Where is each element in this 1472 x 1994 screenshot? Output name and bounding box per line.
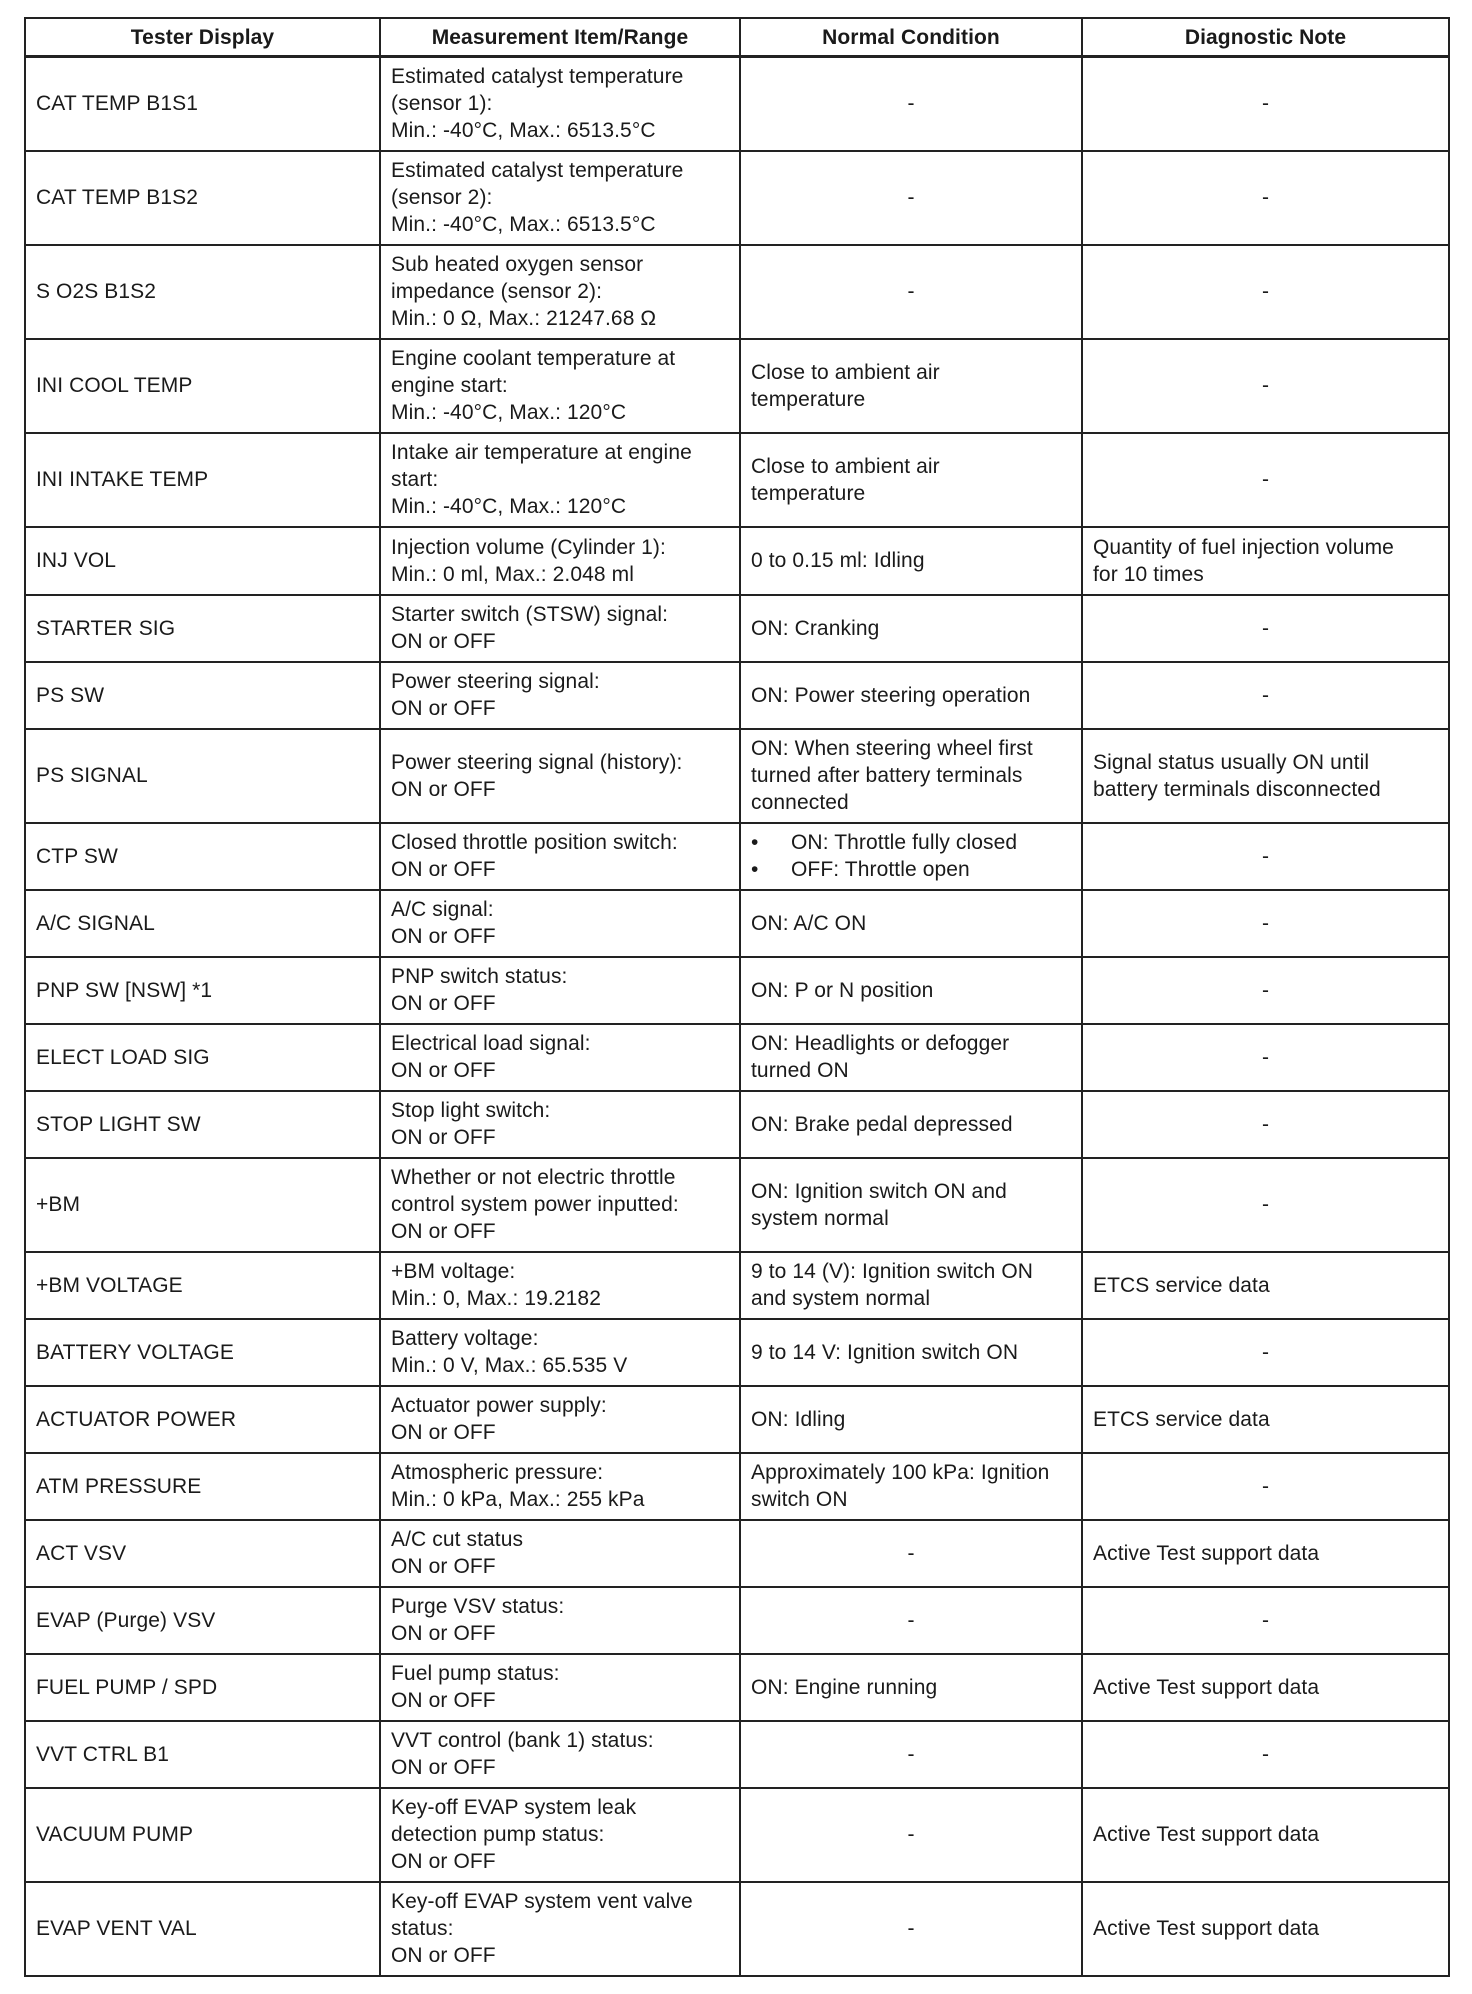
measurement-item-cell: Closed throttle position switch: ON or OFF: [380, 823, 740, 890]
normal-condition-cell: Close to ambient air temperature: [740, 339, 1082, 433]
normal-condition-cell: 9 to 14 V: Ignition switch ON: [740, 1319, 1082, 1386]
diagnostic-note-cell: Active Test support data: [1082, 1654, 1449, 1721]
diagnostic-note-cell: -: [1082, 662, 1449, 729]
normal-condition-cell: ON: A/C ON: [740, 890, 1082, 957]
table-row: [25, 957, 1449, 1024]
normal-condition-cell: [740, 823, 1082, 890]
header-tester-display: Tester Display: [25, 18, 380, 57]
tester-display-cell: PNP SW [NSW] *1: [25, 957, 380, 1024]
measurement-item-cell: Engine coolant temperature at engine start: Min.: -40°C, Max.: 120°C: [380, 339, 740, 433]
measurement-item-cell: Power steering signal: ON or OFF: [380, 662, 740, 729]
normal-condition-cell: ON: Idling: [740, 1386, 1082, 1453]
table-row: [25, 57, 1449, 151]
tester-display-cell: INI INTAKE TEMP: [25, 433, 380, 527]
measurement-item-cell: Power steering signal (history): ON or OFF: [380, 729, 740, 823]
measurement-item-cell: +BM voltage: Min.: 0, Max.: 19.2182: [380, 1252, 740, 1319]
measurement-item-cell: Electrical load signal: ON or OFF: [380, 1024, 740, 1091]
diagnostic-note-cell: -: [1082, 339, 1449, 433]
table-row: [25, 1654, 1449, 1721]
tester-display-cell: STARTER SIG: [25, 595, 380, 662]
normal-condition-bullet: • ON: Throttle fully closed: [751, 829, 1071, 856]
table-row: [25, 1520, 1449, 1587]
tester-display-cell: ACT VSV: [25, 1520, 380, 1587]
normal-condition-cell: 0 to 0.15 ml: Idling: [740, 527, 1082, 595]
tester-display-cell: S O2S B1S2: [25, 245, 380, 339]
measurement-item-cell: Atmospheric pressure: Min.: 0 kPa, Max.: 255 kPa: [380, 1453, 740, 1520]
header-normal-condition: Normal Condition: [740, 18, 1082, 57]
measurement-item-cell: Intake air temperature at engine start: Min.: -40°C, Max.: 120°C: [380, 433, 740, 527]
tester-display-cell: CTP SW: [25, 823, 380, 890]
tester-display-cell: BATTERY VOLTAGE: [25, 1319, 380, 1386]
diagnostic-note-cell: Quantity of fuel injection volume for 10 times: [1082, 527, 1449, 595]
tester-display-cell: FUEL PUMP / SPD: [25, 1654, 380, 1721]
measurement-item-cell: Estimated catalyst temperature (sensor 1): Min.: -40°C, Max.: 6513.5°C: [380, 57, 740, 151]
diagnostic-note-cell: -: [1082, 1158, 1449, 1252]
tester-display-cell: ACTUATOR POWER: [25, 1386, 380, 1453]
diagnostic-note-cell: -: [1082, 1587, 1449, 1654]
tester-display-cell: CAT TEMP B1S1: [25, 57, 380, 151]
table-row: [25, 339, 1449, 433]
table-row: [25, 729, 1449, 823]
normal-condition-cell: -: [740, 245, 1082, 339]
normal-condition-cell: -: [740, 151, 1082, 245]
normal-condition-cell: 9 to 14 (V): Ignition switch ON and system normal: [740, 1252, 1082, 1319]
normal-condition-cell: ON: Brake pedal depressed: [740, 1091, 1082, 1158]
table-row: [25, 595, 1449, 662]
diagnostic-note-cell: Signal status usually ON until battery terminals disconnected: [1082, 729, 1449, 823]
tester-display-cell: STOP LIGHT SW: [25, 1091, 380, 1158]
table-row: [25, 1252, 1449, 1319]
diagnostic-note-cell: -: [1082, 151, 1449, 245]
measurement-item-cell: A/C signal: ON or OFF: [380, 890, 740, 957]
measurement-item-cell: Fuel pump status: ON or OFF: [380, 1654, 740, 1721]
table-row: [25, 1587, 1449, 1654]
tester-display-cell: VACUUM PUMP: [25, 1788, 380, 1882]
normal-condition-cell: -: [740, 1882, 1082, 1976]
data-list-table: [24, 17, 1450, 1977]
diagnostic-note-cell: -: [1082, 57, 1449, 151]
normal-condition-cell: -: [740, 1721, 1082, 1788]
measurement-item-cell: Purge VSV status: ON or OFF: [380, 1587, 740, 1654]
tester-display-cell: INJ VOL: [25, 527, 380, 595]
table-row: [25, 662, 1449, 729]
diagnostic-note-cell: -: [1082, 890, 1449, 957]
table-row: [25, 527, 1449, 595]
table-row: [25, 823, 1449, 890]
table-row: [25, 1091, 1449, 1158]
table-row: [25, 1882, 1449, 1976]
table-row: [25, 1158, 1449, 1252]
measurement-item-cell: Estimated catalyst temperature (sensor 2): Min.: -40°C, Max.: 6513.5°C: [380, 151, 740, 245]
measurement-item-cell: Key-off EVAP system vent valve status: ON or OFF: [380, 1882, 740, 1976]
measurement-item-cell: Stop light switch: ON or OFF: [380, 1091, 740, 1158]
table-row: [25, 1453, 1449, 1520]
normal-condition-cell: ON: Engine running: [740, 1654, 1082, 1721]
measurement-item-cell: Whether or not electric throttle control system power inputted: ON or OFF: [380, 1158, 740, 1252]
tester-display-cell: VVT CTRL B1: [25, 1721, 380, 1788]
normal-condition-cell: Close to ambient air temperature: [740, 433, 1082, 527]
table-row: [25, 433, 1449, 527]
measurement-item-cell: Battery voltage: Min.: 0 V, Max.: 65.535 V: [380, 1319, 740, 1386]
diagnostic-note-cell: -: [1082, 1721, 1449, 1788]
tester-display-cell: +BM: [25, 1158, 380, 1252]
tester-display-cell: EVAP VENT VAL: [25, 1882, 380, 1976]
normal-condition-bullet: • OFF: Throttle open: [751, 856, 1071, 883]
measurement-item-cell: Injection volume (Cylinder 1): Min.: 0 ml, Max.: 2.048 ml: [380, 527, 740, 595]
diagnostic-note-cell: -: [1082, 245, 1449, 339]
normal-condition-cell: ON: P or N position: [740, 957, 1082, 1024]
diagnostic-note-cell: -: [1082, 957, 1449, 1024]
table-row: [25, 1721, 1449, 1788]
diagnostic-note-cell: Active Test support data: [1082, 1882, 1449, 1976]
normal-condition-bullets: [751, 829, 1071, 883]
table-header-row: [25, 18, 1449, 57]
table-row: [25, 1319, 1449, 1386]
diagnostic-note-cell: -: [1082, 595, 1449, 662]
diagnostic-note-cell: -: [1082, 1453, 1449, 1520]
table-row: [25, 1788, 1449, 1882]
normal-condition-cell: -: [740, 57, 1082, 151]
diagnostic-note-cell: -: [1082, 433, 1449, 527]
normal-condition-cell: Approximately 100 kPa: Ignition switch ON: [740, 1453, 1082, 1520]
table-row: [25, 245, 1449, 339]
table-row: [25, 890, 1449, 957]
normal-condition-cell: ON: Headlights or defogger turned ON: [740, 1024, 1082, 1091]
normal-condition-cell: ON: Ignition switch ON and system normal: [740, 1158, 1082, 1252]
tester-display-cell: PS SW: [25, 662, 380, 729]
normal-condition-cell: ON: Power steering operation: [740, 662, 1082, 729]
measurement-item-cell: A/C cut status ON or OFF: [380, 1520, 740, 1587]
diagnostic-note-cell: -: [1082, 1319, 1449, 1386]
table-row: [25, 1024, 1449, 1091]
header-measurement-item: Measurement Item/Range: [380, 18, 740, 57]
tester-display-cell: ELECT LOAD SIG: [25, 1024, 380, 1091]
measurement-item-cell: VVT control (bank 1) status: ON or OFF: [380, 1721, 740, 1788]
diagnostic-note-cell: Active Test support data: [1082, 1520, 1449, 1587]
tester-display-cell: EVAP (Purge) VSV: [25, 1587, 380, 1654]
normal-condition-cell: ON: When steering wheel first turned after battery terminals connected: [740, 729, 1082, 823]
measurement-item-cell: Actuator power supply: ON or OFF: [380, 1386, 740, 1453]
normal-condition-cell: -: [740, 1520, 1082, 1587]
measurement-item-cell: Sub heated oxygen sensor impedance (sensor 2): Min.: 0 Ω, Max.: 21247.68 Ω: [380, 245, 740, 339]
tester-display-cell: INI COOL TEMP: [25, 339, 380, 433]
measurement-item-cell: Key-off EVAP system leak detection pump status: ON or OFF: [380, 1788, 740, 1882]
tester-display-cell: A/C SIGNAL: [25, 890, 380, 957]
diagnostic-note-cell: -: [1082, 1091, 1449, 1158]
tester-display-cell: CAT TEMP B1S2: [25, 151, 380, 245]
normal-condition-cell: -: [740, 1587, 1082, 1654]
tester-display-cell: +BM VOLTAGE: [25, 1252, 380, 1319]
tester-display-cell: PS SIGNAL: [25, 729, 380, 823]
measurement-item-cell: PNP switch status: ON or OFF: [380, 957, 740, 1024]
tester-display-cell: ATM PRESSURE: [25, 1453, 380, 1520]
measurement-item-cell: Starter switch (STSW) signal: ON or OFF: [380, 595, 740, 662]
normal-condition-cell: -: [740, 1788, 1082, 1882]
diagnostic-note-cell: ETCS service data: [1082, 1252, 1449, 1319]
diagnostic-note-cell: -: [1082, 1024, 1449, 1091]
table-row: [25, 1386, 1449, 1453]
diagnostic-note-cell: ETCS service data: [1082, 1386, 1449, 1453]
table-row: [25, 151, 1449, 245]
normal-condition-cell: ON: Cranking: [740, 595, 1082, 662]
diagnostic-note-cell: -: [1082, 823, 1449, 890]
diagnostic-note-cell: Active Test support data: [1082, 1788, 1449, 1882]
header-diagnostic-note: Diagnostic Note: [1082, 18, 1449, 57]
table-body: [25, 57, 1449, 1976]
